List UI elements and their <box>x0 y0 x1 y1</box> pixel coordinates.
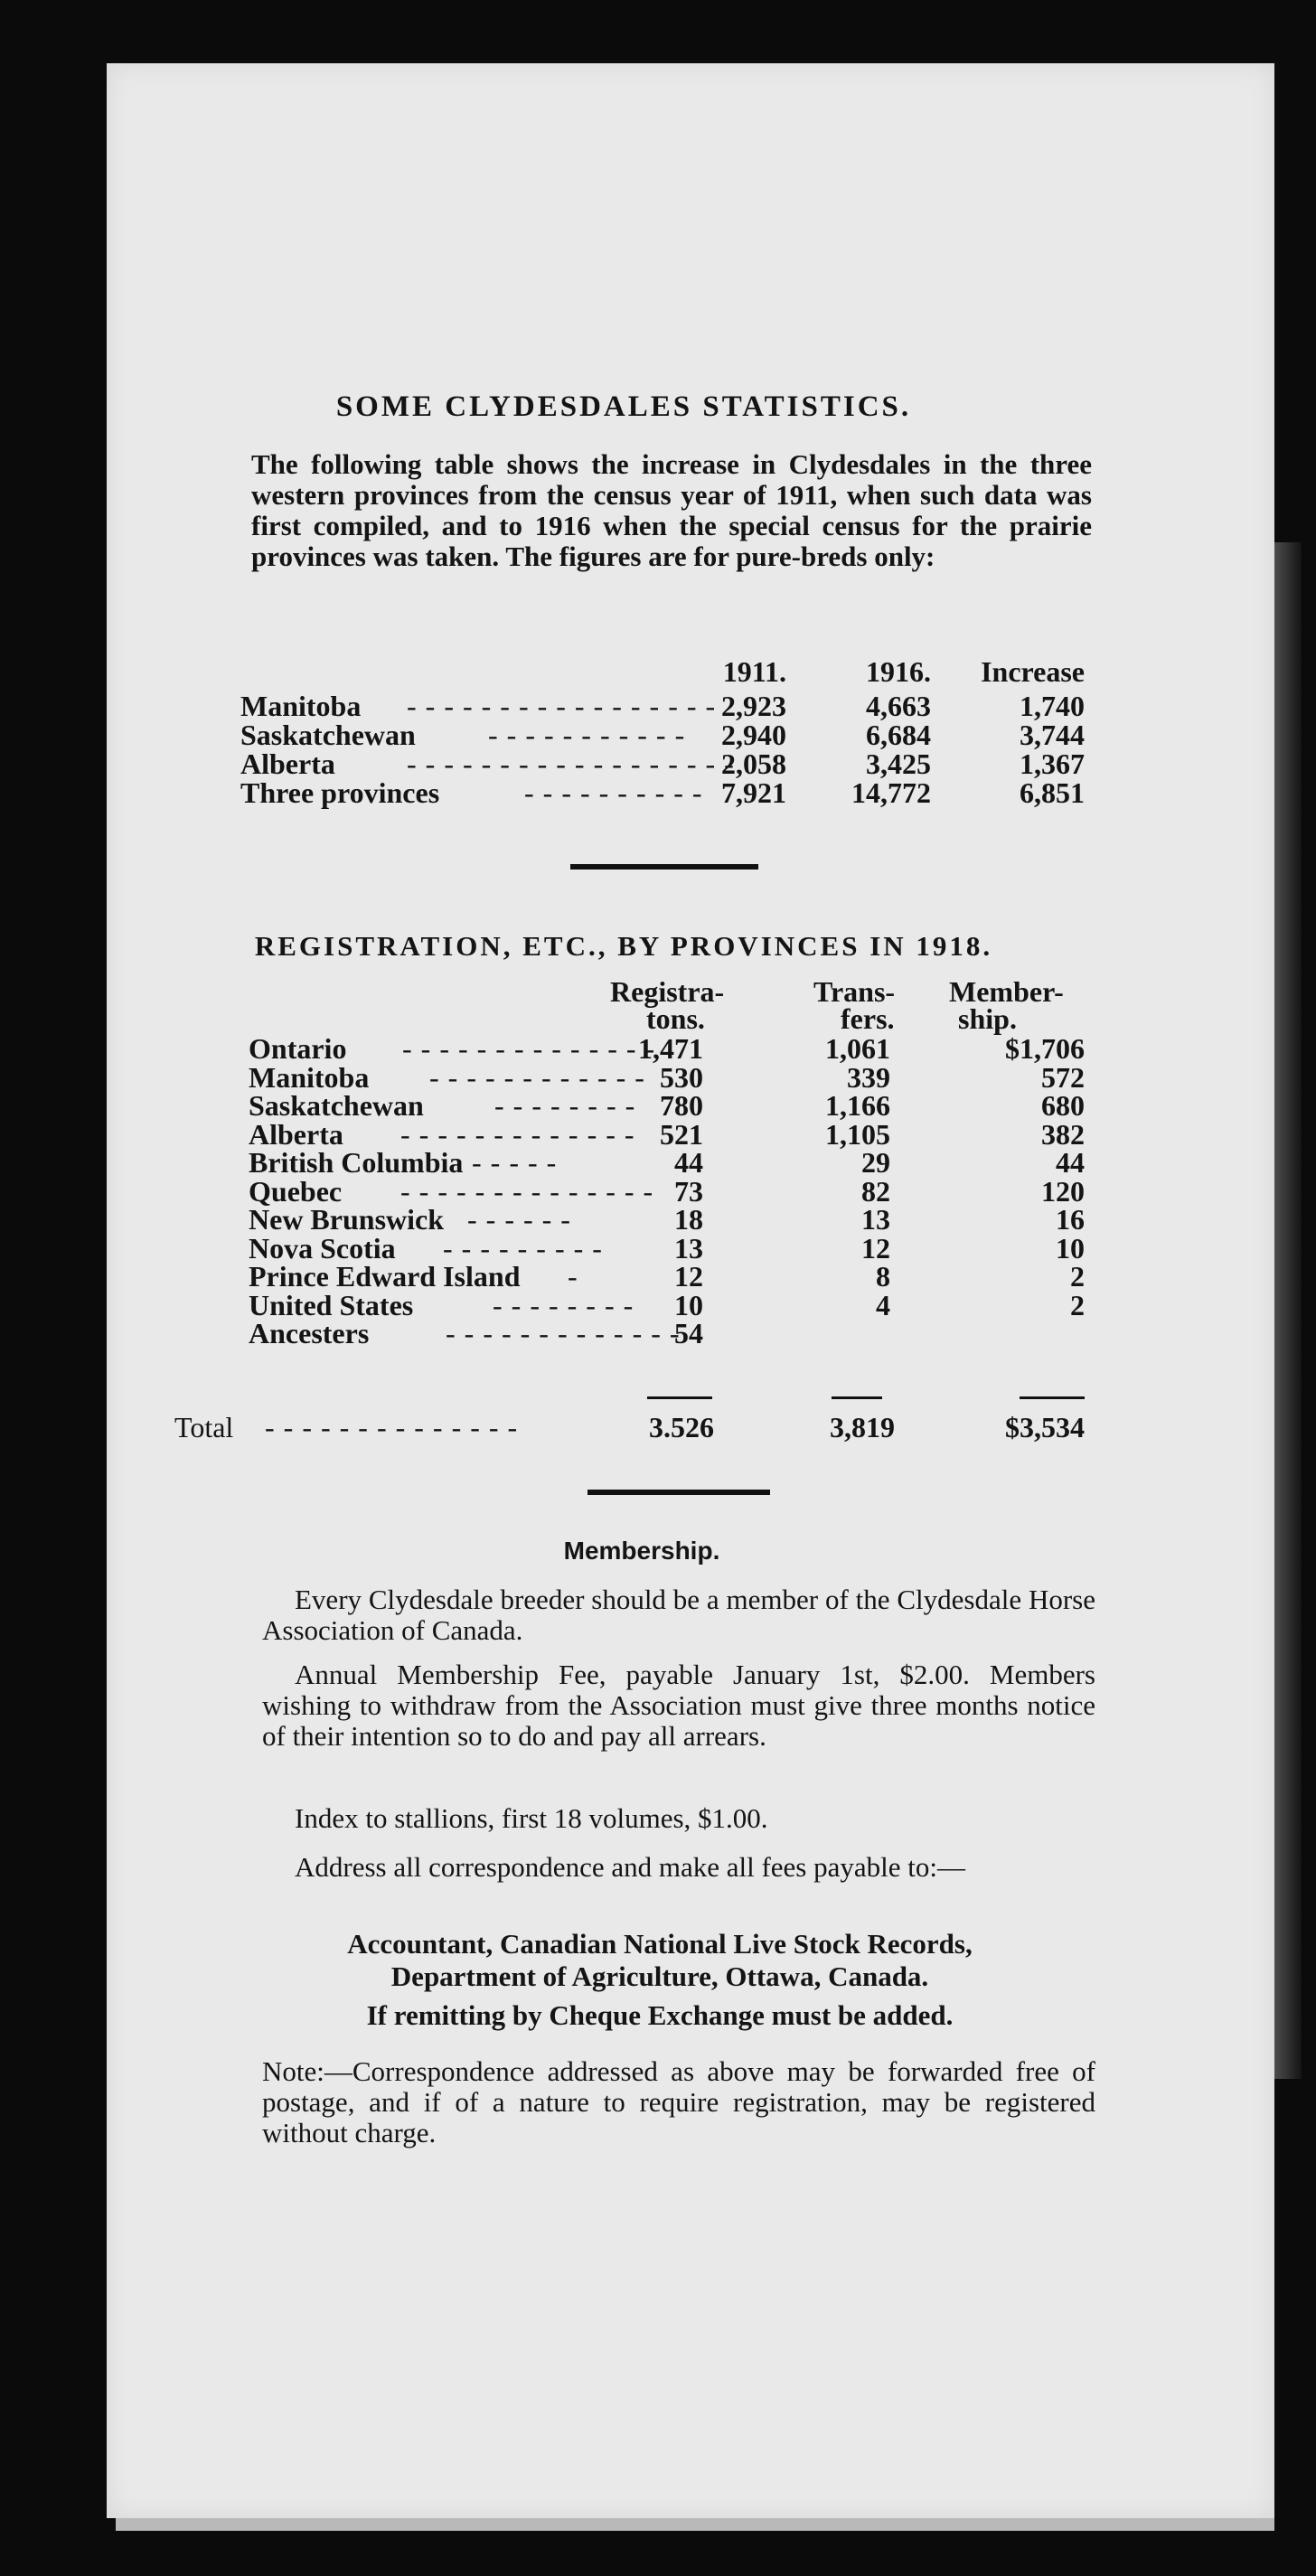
transfers-value: 13 <box>861 1203 890 1236</box>
reg-header-membership-2: ship. <box>958 1002 1017 1035</box>
registration-leader: - <box>568 1260 578 1293</box>
registration-province: Alberta <box>249 1117 343 1151</box>
total-membership: $3,534 <box>1005 1411 1085 1443</box>
registration-row <box>136 1176 1112 1207</box>
total-underline-transfers <box>832 1396 882 1399</box>
registration-province: Manitoba <box>249 1060 370 1094</box>
registrations-value: 13 <box>674 1231 703 1264</box>
stats-leader: - - - - - - - - - - <box>524 776 703 809</box>
transfers-value: 4 <box>876 1288 890 1321</box>
stats-intro: The following table shows the increase in Clydesdales in the three western provinces from the census year of 1911, when such data was first compiled, and to 1916 when the special census for the prairie provinces was taken. The figures are for pure-breds only: <box>251 448 1092 572</box>
registrations-value: 530 <box>660 1060 703 1094</box>
reg-header-transfers-2: fers. <box>841 1002 895 1035</box>
registration-leader: - - - - - - - - <box>493 1288 634 1321</box>
registrations-value: 521 <box>660 1117 703 1151</box>
registration-leader: - - - - - - - - - - - - - <box>446 1317 681 1349</box>
registration-leader: - - - - - - - - - - - - - - <box>400 1174 654 1208</box>
stats-header-1916: 1916. <box>866 655 931 688</box>
stats-province: Manitoba <box>240 690 362 722</box>
total-leader: - - - - - - - - - - - - - - <box>265 1411 519 1443</box>
stats-province: Saskatchewan <box>240 719 416 751</box>
registrations-value: 12 <box>674 1260 703 1293</box>
membership-note: Note:—Correspondence addressed as above may be forwarded free of postage, and if of a nature to require registration, may be registered without charge. <box>262 2055 1095 2148</box>
registration-row <box>136 1318 1112 1349</box>
stats-1916-value: 4,663 <box>866 690 931 722</box>
page-shadow-edge <box>1274 542 1302 2079</box>
total-transfers: 3,819 <box>830 1411 895 1443</box>
registration-province: Prince Edward Island <box>249 1260 521 1293</box>
stats-increase-value: 3,744 <box>1020 719 1085 751</box>
stats-header-increase: Increase <box>981 655 1085 688</box>
registration-province: New Brunswick <box>249 1203 445 1236</box>
stats-1911-value: 2,058 <box>721 747 786 780</box>
registration-title: REGISTRATION, ETC., BY PROVINCES IN 1918. <box>254 930 993 962</box>
registration-province: Quebec <box>249 1174 343 1208</box>
stats-increase-value: 1,367 <box>1020 747 1085 780</box>
section-divider-2 <box>588 1490 770 1495</box>
transfers-value: 82 <box>861 1174 890 1208</box>
transfers-value: 1,061 <box>825 1032 890 1065</box>
stats-increase-value: 6,851 <box>1020 776 1085 809</box>
membership-value: 2 <box>1070 1260 1085 1293</box>
registration-row <box>136 1033 1112 1064</box>
stats-row <box>136 691 1112 721</box>
total-label: Total <box>174 1411 234 1443</box>
stats-row <box>136 719 1112 750</box>
membership-value: $1,706 <box>1005 1032 1085 1065</box>
stats-leader: - - - - - - - - - - - <box>488 719 686 751</box>
stats-row <box>136 777 1112 808</box>
address-line-1: Accountant, Canadian National Live Stock Records, <box>347 1928 973 1960</box>
membership-para-4: Address all correspondence and make all fees payable to:— <box>295 1851 965 1883</box>
stats-header-1911: 1911. <box>722 655 786 688</box>
registration-row <box>136 1204 1112 1235</box>
stats-header-row <box>136 656 1112 687</box>
reg-header-registrations-2: tons. <box>646 1002 705 1035</box>
registrations-value: 10 <box>674 1288 703 1321</box>
membership-value: 16 <box>1056 1203 1085 1236</box>
reg-header-registrations-1: Registra- <box>610 975 725 1008</box>
membership-title: Membership. <box>563 1537 720 1565</box>
stats-province: Three provinces <box>240 776 440 809</box>
stats-1916-value: 3,425 <box>866 747 931 780</box>
transfers-value: 1,166 <box>825 1089 890 1122</box>
registrations-value: 780 <box>660 1089 703 1122</box>
registrations-value: 73 <box>674 1174 703 1208</box>
registration-row <box>136 1233 1112 1264</box>
membership-para-1: Every Clydesdale breeder should be a member of the Clydesdale Horse Association of Canada. <box>262 1584 1095 1646</box>
membership-value: 382 <box>1041 1117 1085 1151</box>
page-bottom-edge <box>116 2518 1274 2531</box>
transfers-value: 1,105 <box>825 1117 890 1151</box>
membership-value: 680 <box>1041 1089 1085 1122</box>
registrations-value: 54 <box>674 1317 703 1349</box>
registrations-value: 1,471 <box>638 1032 703 1065</box>
section-divider <box>570 864 758 870</box>
registration-province: United States <box>249 1288 414 1321</box>
registration-province: Saskatchewan <box>249 1089 424 1122</box>
transfers-value: 339 <box>847 1060 890 1094</box>
address-line-3: If remitting by Cheque Exchange must be added. <box>366 1999 954 2031</box>
registration-row <box>136 1119 1112 1150</box>
registration-row <box>136 1062 1112 1093</box>
transfers-value: 29 <box>861 1146 890 1179</box>
membership-para-3: Index to stallions, first 18 volumes, $1.00. <box>295 1802 768 1834</box>
membership-para-2: Annual Membership Fee, payable January 1st, $2.00. Members wishing to withdraw from the Association must give three months notice of their intention so to do and pay all arrears. <box>262 1659 1095 1752</box>
stats-leader: - - - - - - - - - - - - - - - - - - <box>407 747 735 780</box>
registration-province: Ancesters <box>249 1317 370 1349</box>
stats-province: Alberta <box>240 747 335 780</box>
registration-header-row-2 <box>136 1003 1112 1034</box>
registration-province: British Columbia <box>249 1146 464 1179</box>
stats-row <box>136 748 1112 779</box>
registration-leader: - - - - - <box>472 1146 558 1179</box>
stats-leader: - - - - - - - - - - - - - - - - - <box>407 690 717 722</box>
total-underline-membership <box>1020 1396 1085 1399</box>
transfers-value: 8 <box>876 1260 890 1293</box>
registration-province: Nova Scotia <box>249 1231 396 1264</box>
membership-value: 572 <box>1041 1060 1085 1094</box>
registration-leader: - - - - - - - - <box>494 1089 636 1122</box>
registration-row <box>136 1090 1112 1121</box>
membership-value: 2 <box>1070 1288 1085 1321</box>
registration-leader: - - - - - - - - - <box>443 1231 603 1264</box>
stats-1911-value: 7,921 <box>721 776 786 809</box>
stats-1916-value: 14,772 <box>851 776 931 809</box>
transfers-value: 12 <box>861 1231 890 1264</box>
membership-value: 120 <box>1041 1174 1085 1208</box>
reg-header-transfers-1: Trans- <box>813 975 896 1008</box>
registrations-value: 18 <box>674 1203 703 1236</box>
registration-row <box>136 1290 1112 1321</box>
total-underline-registrations <box>647 1396 712 1399</box>
stats-increase-value: 1,740 <box>1020 690 1085 722</box>
registration-leader: - - - - - - - - - - - - - <box>400 1117 635 1151</box>
registration-leader: - - - - - - - - - - - - - - <box>402 1032 656 1065</box>
registration-leader: - - - - - - <box>467 1203 571 1236</box>
membership-value: 44 <box>1056 1146 1085 1179</box>
stats-1911-value: 2,923 <box>721 690 786 722</box>
membership-value: 10 <box>1056 1231 1085 1264</box>
registration-row <box>136 1147 1112 1178</box>
registrations-value: 44 <box>674 1146 703 1179</box>
stats-title: SOME CLYDESDALES STATISTICS. <box>335 390 912 423</box>
registration-leader: - - - - - - - - - - - - <box>429 1060 645 1094</box>
stats-1911-value: 2,940 <box>721 719 786 751</box>
reg-header-membership-1: Member- <box>949 975 1064 1008</box>
address-line-2: Department of Agriculture, Ottawa, Canada. <box>390 1960 929 1992</box>
stats-1916-value: 6,684 <box>866 719 931 751</box>
registration-province: Ontario <box>249 1032 347 1065</box>
registration-row <box>136 1261 1112 1292</box>
total-registrations: 3.526 <box>649 1411 714 1443</box>
registration-total-row <box>136 1412 1112 1443</box>
